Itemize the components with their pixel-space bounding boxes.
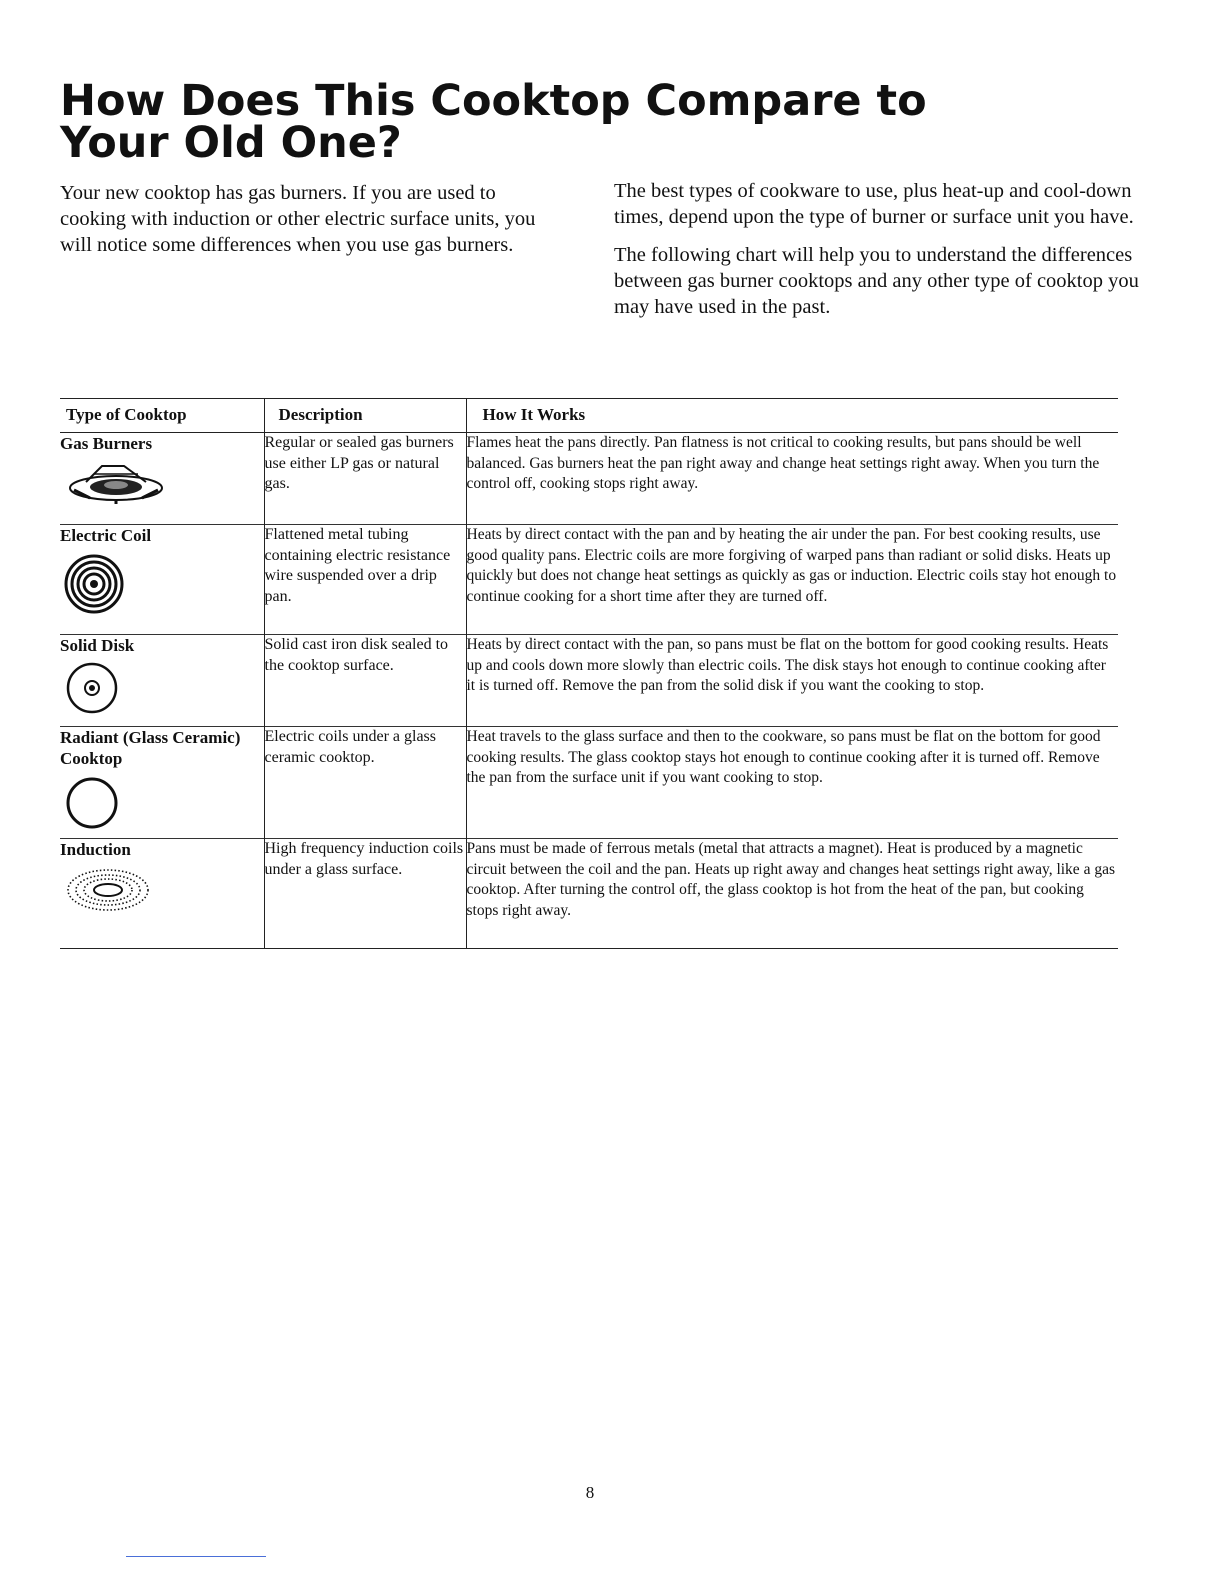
intro-paragraph: The best types of cookware to use, plus heat-up and cool-down times, depend upon the type of burner or surface unit you have. (614, 180, 1134, 228)
description-cell: High frequency induction coils under a glass surface. (264, 839, 466, 949)
intro-paragraph: The following chart will help you to understand the differences between gas burner cooktops and any other type of cooktop you may have used in the past. (614, 244, 1139, 318)
footer-rule (126, 1556, 266, 1557)
type-name: Induction (60, 840, 131, 859)
type-cell (60, 525, 264, 635)
how-it-works-cell: Heats by direct contact with the pan, so pans must be flat on the bottom for good cooking results. Heats up and cools down more slowly than electric coils. The disk stays hot enough to continue cooking after it is turned off. Remove the pan from the solid disk if you want the cooking to stop. (466, 635, 1118, 727)
description-cell: Solid cast iron disk sealed to the cooktop surface. (264, 635, 466, 727)
description-cell: Electric coils under a glass ceramic cooktop. (264, 727, 466, 839)
intro-left-column (60, 180, 560, 270)
table-row (60, 839, 1118, 949)
how-it-works-cell: Heat travels to the glass surface and then to the cookware, so pans must be flat on the bottom for good cooking results. The glass cooktop stays hot enough to continue cooking after it is turned off. Remove the pan from the surface unit if you want cooking to stop. (466, 727, 1118, 839)
type-name: Gas Burners (60, 434, 153, 453)
table-header-row (60, 399, 1118, 433)
description-cell: Flattened metal tubing containing electric resistance wire suspended over a drip pan. (264, 525, 466, 635)
type-name: Radiant (Glass Ceramic) Cooktop (60, 728, 241, 768)
description-cell: Regular or sealed gas burners use either LP gas or natural gas. (264, 433, 466, 525)
type-cell (60, 635, 264, 727)
page-title (60, 76, 1060, 168)
table-row (60, 635, 1118, 727)
gas-burner-icon (64, 460, 174, 504)
column-header-how-it-works: How It Works (466, 399, 1118, 433)
type-name: Solid Disk (60, 636, 135, 655)
how-it-works-cell: Pans must be made of ferrous metals (metal that attracts a magnet). Heat is produced by a magnetic circuit between the coil and the pan. Heats up right away and changes heat settings right away, like a gas cooktop. After turning the control off, the glass cooktop is hot from the heat of the pan, but cooking stops right away. (466, 839, 1118, 949)
solid-disk-icon (64, 662, 124, 714)
how-it-works-cell: Heats by direct contact with the pan and by heating the air under the pan. For best cooking results, use good quality pans. Electric coils are more forgiving of warped pans than radiant or solid disks. Heats up quickly but does not change heat settings as quickly as gas or induction. Electric coils stay hot enough to continue cooking for a short time after they are turned off. (466, 525, 1118, 635)
type-name: Electric Coil (60, 526, 152, 545)
radiant-glass-icon (64, 775, 124, 831)
table-row (60, 525, 1118, 635)
intro-right-column (614, 178, 1174, 332)
cooktop-comparison-table (60, 398, 1118, 949)
title-line-2: Your Old One? (60, 118, 402, 168)
intro-paragraph: Your new cooktop has gas burners. If you are used to cooking with induction or other electric surface units, you will notice some differences when you use gas burners. (60, 182, 536, 256)
type-cell (60, 727, 264, 839)
column-header-type: Type of Cooktop (60, 399, 264, 433)
title-line-1: How Does This Cooktop Compare to (60, 76, 927, 126)
table-row (60, 727, 1118, 839)
column-header-description: Description (264, 399, 466, 433)
electric-coil-icon (64, 552, 128, 616)
type-cell (60, 433, 264, 525)
how-it-works-cell: Flames heat the pans directly. Pan flatness is not critical to cooking results, but pans should be well balanced. Gas burners heat the pan right away and change heat settings right away. When you turn the control off, cooking stops right away. (466, 433, 1118, 525)
type-cell (60, 839, 264, 949)
table-row (60, 433, 1118, 525)
page-number: 8 (585, 1483, 595, 1502)
induction-icon (64, 866, 160, 914)
